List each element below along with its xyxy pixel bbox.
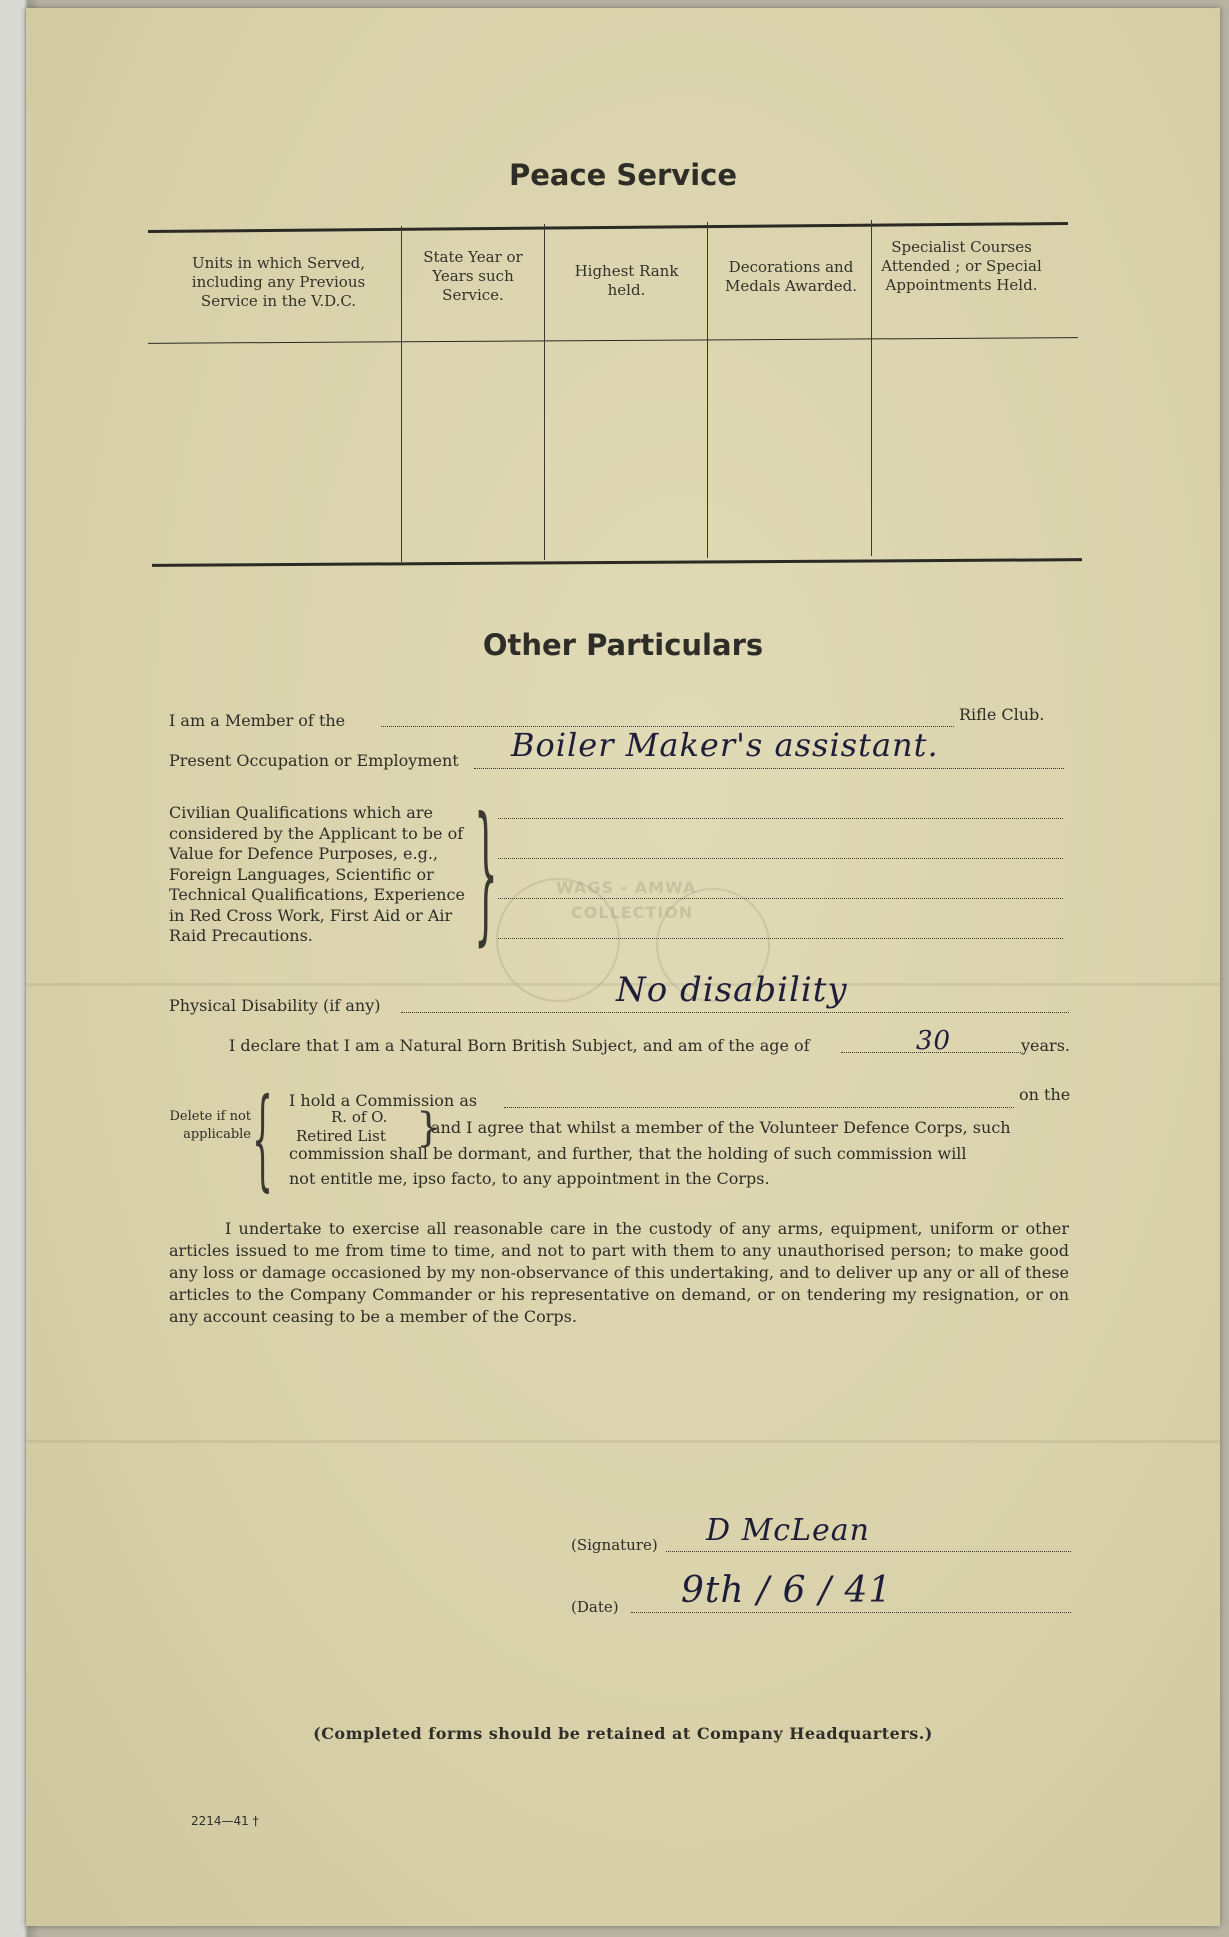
- commission-line-1: I hold a Commission as: [289, 1091, 478, 1110]
- form-number: 2214—41 †: [191, 1814, 259, 1828]
- footer-note: (Completed forms should be retained at Company Headquarters.): [313, 1724, 933, 1743]
- qualifications-field-2[interactable]: [498, 858, 1063, 859]
- commission-line-2: and I agree that whilst a member of the Volunteer Defence Corps, such: [431, 1118, 1011, 1137]
- commission-field[interactable]: [504, 1107, 1014, 1108]
- table-divider: [871, 220, 872, 556]
- qualifications-label: [169, 803, 474, 947]
- age-handwriting: 30: [916, 1026, 952, 1056]
- table-bottom-rule: [152, 558, 1082, 567]
- table-divider: [401, 226, 402, 562]
- occupation-field[interactable]: [474, 768, 1064, 769]
- date-label: (Date): [571, 1598, 619, 1616]
- delete-note: Delete if not applicable: [169, 1109, 251, 1142]
- column-header-years: State Year or Years such Service.: [423, 248, 523, 304]
- disability-label: Physical Disability (if any): [169, 996, 381, 1015]
- column-header-units: Units in which Served, including any Previous Service in the V.D.C.: [191, 254, 366, 310]
- column-header-rank: Highest Rank held.: [574, 262, 679, 299]
- column-header-decorations: Decorations and Medals Awarded.: [724, 258, 857, 295]
- table-header-rule: [148, 337, 1078, 344]
- other-particulars-title: Other Particulars: [482, 628, 764, 662]
- undertaking-paragraph: I undertake to exercise all reasonable care in the custody of any arms, equipment, uniform or other articles issued to me from time to time, and not to part with them to any unauthorised person; to make good any loss or damage occasioned by my non-observance of this undertaking, and to deliver up any or all of these articles to the Company Commander or his representative on demand, or on tendering my resignation, or on any account ceasing to be a member of the Corps.: [169, 1219, 1069, 1326]
- commission-line-3: commission shall be dormant, and further, that the holding of such commission will: [289, 1144, 967, 1163]
- date-handwriting: 9th / 6 / 41: [681, 1570, 893, 1611]
- occupation-label: Present Occupation or Employment: [169, 751, 459, 770]
- retired-brace: }: [416, 1105, 442, 1151]
- occupation-handwriting: Boiler Maker's assistant.: [511, 726, 939, 764]
- signature-label: (Signature): [571, 1536, 658, 1554]
- commission-line-4: not entitle me, ipso facto, to any appointment in the Corps.: [289, 1169, 770, 1188]
- signature-handwriting: D McLean: [706, 1513, 870, 1548]
- qualifications-field-1[interactable]: [498, 818, 1063, 819]
- column-header-specialist: Specialist Courses Attended ; or Special Appointments Held.: [881, 238, 1042, 294]
- qualifications-brace: }: [474, 786, 498, 960]
- ro-label: R. of O.: [331, 1108, 388, 1126]
- paper-fold: [26, 1440, 1220, 1443]
- member-label: I am a Member of the: [169, 711, 346, 730]
- signature-field[interactable]: [666, 1551, 1071, 1552]
- document-page: [26, 8, 1220, 1926]
- retired-list-label: Retired List: [296, 1127, 386, 1145]
- commission-on-the: on the: [1019, 1085, 1071, 1104]
- commission-brace: {: [252, 1074, 273, 1202]
- years-label: years.: [1021, 1036, 1070, 1055]
- disability-handwriting: No disability: [616, 970, 848, 1010]
- table-divider: [707, 222, 708, 558]
- qualifications-text: Civilian Qualifications which are considered by the Applicant to be of Value for Defence Purposes, e.g., Foreign Languages, Scientific or Technical Qualifications, Experience in Red Cross Work, First Aid or Air Raid Precautions.: [169, 803, 465, 945]
- watermark-line2: COLLECTION: [571, 903, 694, 922]
- declaration-text: I declare that I am a Natural Born British Subject, and am of the age of: [229, 1036, 810, 1055]
- peace-service-title: Peace Service: [508, 158, 737, 192]
- rifle-club-suffix: Rifle Club.: [959, 705, 1045, 724]
- table-divider: [544, 224, 545, 560]
- date-field[interactable]: [631, 1612, 1071, 1613]
- table-top-rule: [148, 222, 1068, 233]
- disability-field[interactable]: [401, 1012, 1069, 1013]
- watermark-line1: WAGS - AMWA: [556, 878, 697, 897]
